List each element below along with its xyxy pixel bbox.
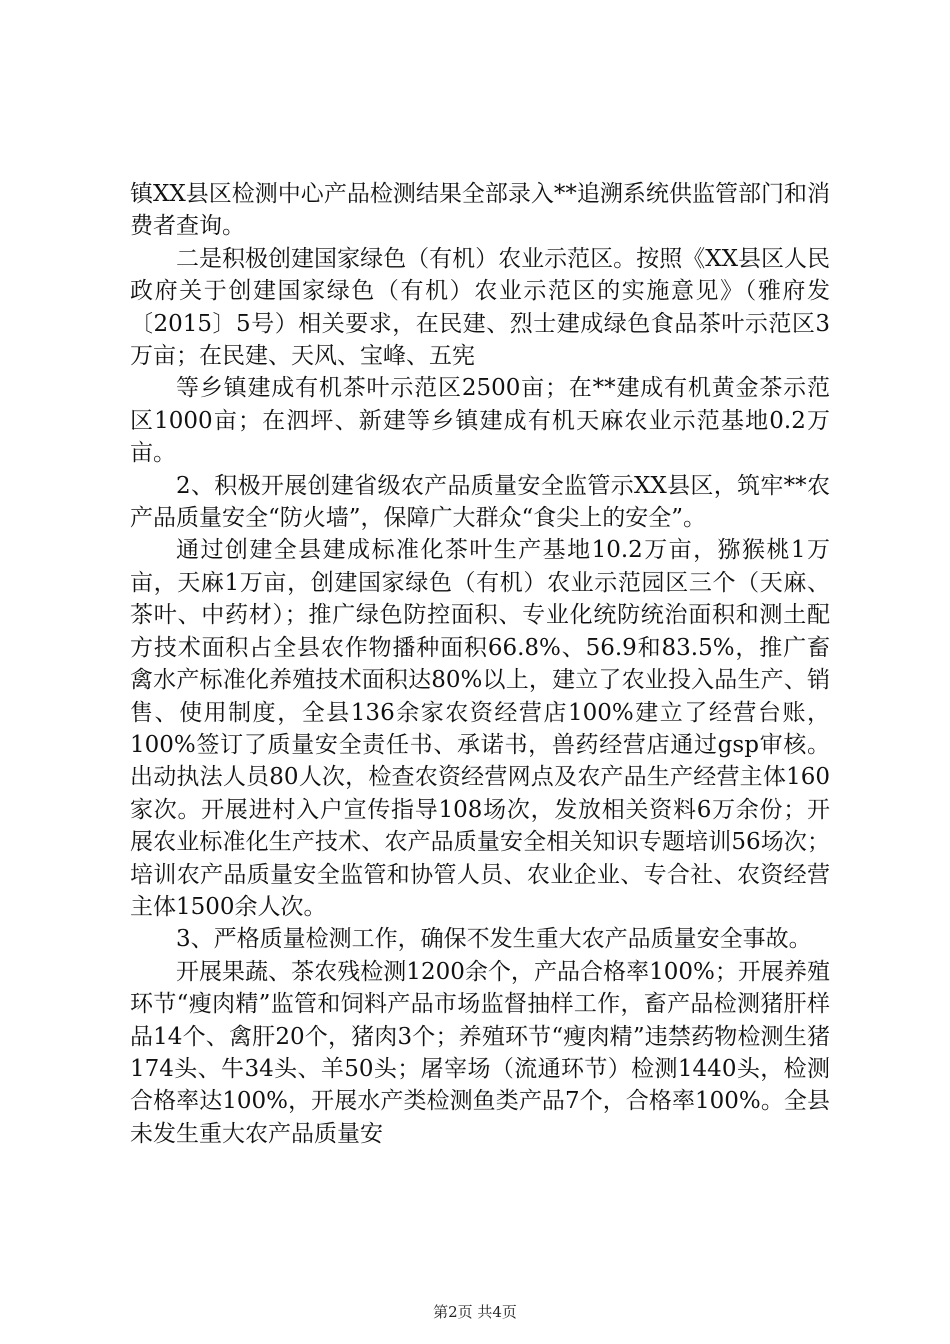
paragraph-testing-results: 开展果蔬、茶农残检测1200余个，产品合格率100%；开展养殖环节“瘦肉精”监管和饲料产品市场监督抽样工作，畜产品检测猪肝样品14个、禽肝20个，猪肉3个；养殖环节“瘦肉精”违禁药物检测生猪174头、牛34头、羊50头；屠宰场（流通环节）检测1440头，检测合格率达100%，开展水产类检测鱼类产品7个，合格率100%。全县未发生重大农产品质量安	[130, 958, 830, 1147]
document-body	[130, 178, 830, 1150]
heading-quality-testing: 3、严格质量检测工作，确保不发生重大农产品质量安全事故。	[176, 926, 812, 953]
paragraph-standardization: 通过创建全县建成标准化茶叶生产基地10.2万亩，猕猴桃1万亩，天麻1万亩，创建国家绿色（有机）农业示范园区三个（天麻、茶叶、中药材）；推广绿色防控面积、专业化统防统治面积和测土配方技术面积占全县农作物播种面积66.8%、56.9和83.5%，推广畜禽水产标准化养殖技术面积达80%以上，建立了农业投入品生产、销售、使用制度，全县136余家农资经营店100%建立了经营台账，100%签订了质量安全责任书、承诺书，兽药经营店通过gsp审核。出动执法人员80人次，检查农资经营网点及农产品生产经营主体160家次。开展进村入户宣传指导108场次，发放相关资料6万余份；开展农业标准化生产技术、农产品质量安全相关知识专题培训56场次；培训农产品质量安全监管和协管人员、农业企业、专合社、农资经营主体1500余人次。	[130, 537, 830, 920]
paragraph-green-demo-zone: 二是积极创建国家绿色（有机）农业示范区。按照《XX县区人民政府关于创建国家绿色（有机）农业示范区的实施意见》（雅府发〔2015〕5号）相关要求，在民建、烈士建成绿色食品茶叶示范区3万亩；在民建、天风、宝峰、五宪	[130, 245, 830, 370]
paragraph-organic-bases: 等乡镇建成有机茶叶示范区2500亩；在**建成有机黄金茶示范区1000亩；在泗坪、新建等乡镇建成有机天麻农业示范基地0.2万亩。	[130, 375, 830, 467]
heading-provincial-supervision: 2、积极开展创建省级农产品质量安全监管示XX县区，筑牢**农产品质量安全“防火墙”，保障广大群众“食尖上的安全”。	[130, 472, 830, 532]
page-number-footer: 第2页 共4页	[433, 1303, 517, 1321]
paragraph-continuation: 镇XX县区检测中心产品检测结果全部录入**追溯系统供监管部门和消费者查询。	[130, 181, 830, 240]
